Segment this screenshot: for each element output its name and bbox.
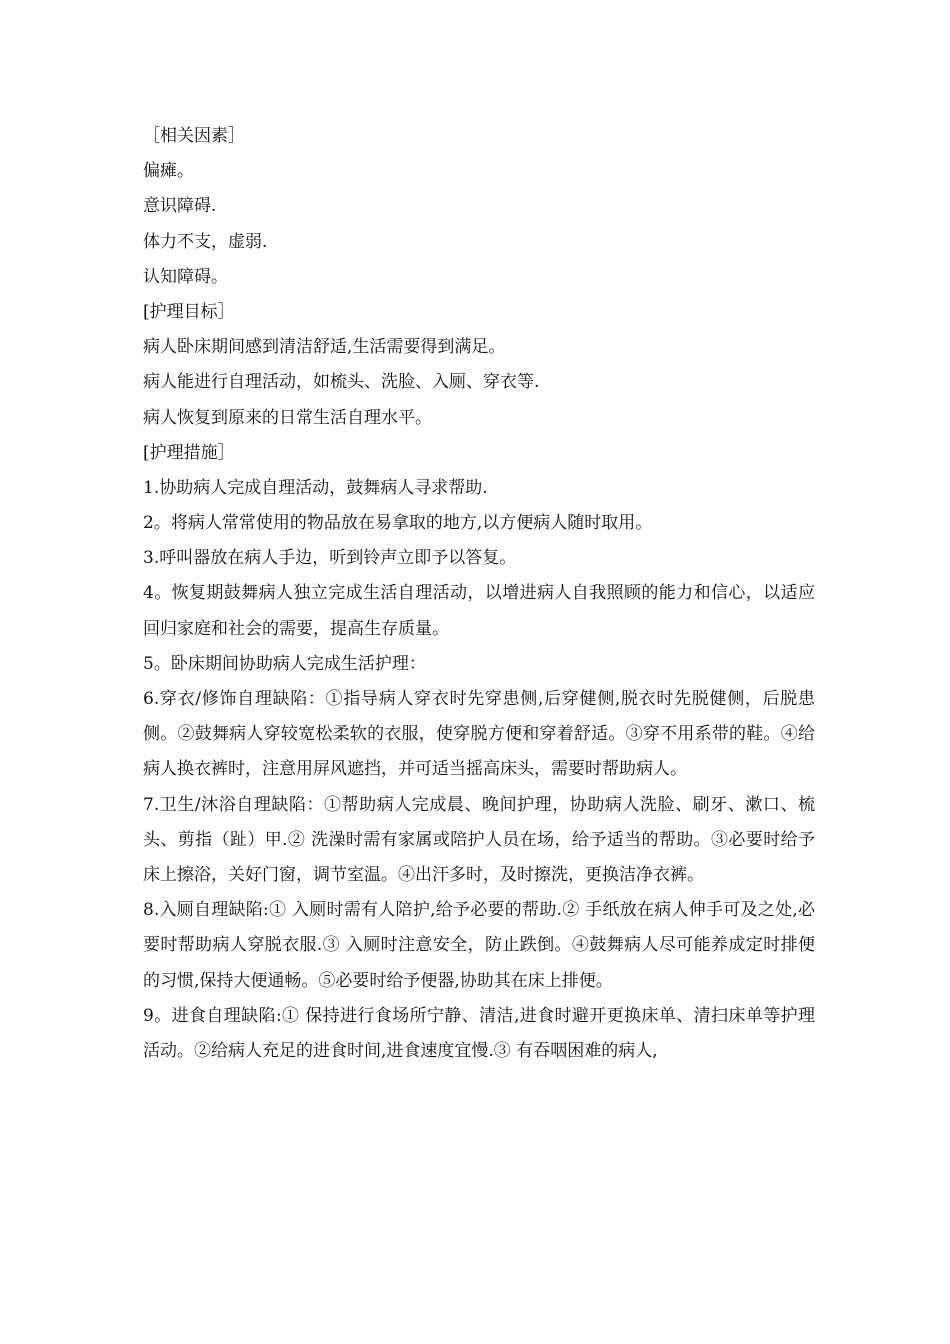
list-item: 7.卫生/沐浴自理缺陷：①帮助病人完成晨、晚间护理，协助病人洗脸、刷牙、漱口、梳头、剪指（趾）甲.② 洗澡时需有家属或陪护人员在场，给予适当的帮助。③必要时给予床上擦浴，关好门窗，调节室温。④出汗多时，及时擦洗，更换洁净衣裤。 bbox=[143, 794, 815, 886]
list-item: 4。恢复期鼓舞病人独立完成生活自理活动，以增进病人自我照顾的能力和信心，以适应回归家庭和社会的需要，提高生存质量。 bbox=[143, 583, 815, 639]
text-line: 体力不支，虚弱. bbox=[143, 231, 268, 252]
list-item: 8.入厕自理缺陷:① 入厕时需有人陪护,给予必要的帮助.② 手纸放在病人伸手可及之处,必要时帮助病人穿脱衣服.③ 入厕时注意安全，防止跌倒。④鼓舞病人尽可能养成定时排便的习惯,保持大便通畅。⑤必要时给予便器,协助其在床上排便。 bbox=[143, 900, 815, 991]
text-line: 病人卧床期间感到清洁舒适,生活需要得到满足。 bbox=[143, 337, 506, 358]
text-line: 偏瘫。 bbox=[143, 161, 194, 182]
section-heading-nursing-goals: [护理目标］ bbox=[143, 301, 235, 322]
list-item: 9。进食自理缺陷:① 保持进行食场所宁静、清洁,进食时避开更换床单、清扫床单等护理活动。②给病人充足的进食时间,进食速度宜慢.③ 有吞咽困难的病人, bbox=[143, 1005, 815, 1062]
section-heading-nursing-measures: [护理措施］ bbox=[143, 442, 235, 463]
list-item: 3.呼叫器放在病人手边，听到铃声立即予以答复。 bbox=[143, 548, 517, 569]
text-line: 意识障碍. bbox=[143, 196, 217, 217]
list-item: 6.穿衣/修饰自理缺陷：①指导病人穿衣时先穿患侧,后穿健侧,脱衣时先脱健侧，后脱患侧。②鼓舞病人穿较宽松柔软的衣服，使穿脱方便和穿着舒适。③穿不用系带的鞋。④给病人换衣裤时，注意用屏风遮挡，并可适当摇高床头，需要时帮助病人。 bbox=[143, 689, 815, 780]
document-body bbox=[143, 119, 815, 1069]
list-item: 2。将病人常常使用的物品放在易拿取的地方,以方便病人随时取用。 bbox=[143, 513, 653, 534]
section-heading-related-factors: ［相关因素］ bbox=[143, 126, 245, 146]
text-line: 病人恢复到原来的日常生活自理水平。 bbox=[143, 407, 432, 428]
list-item: 1.协助病人完成自理活动，鼓舞病人寻求帮助. bbox=[143, 477, 488, 498]
text-line: 认知障碍。 bbox=[143, 266, 228, 287]
text-line: 病人能进行自理活动，如梳头、洗脸、入厕、穿衣等. bbox=[143, 372, 540, 393]
list-item: 5。卧床期间协助病人完成生活护理： bbox=[143, 653, 426, 674]
